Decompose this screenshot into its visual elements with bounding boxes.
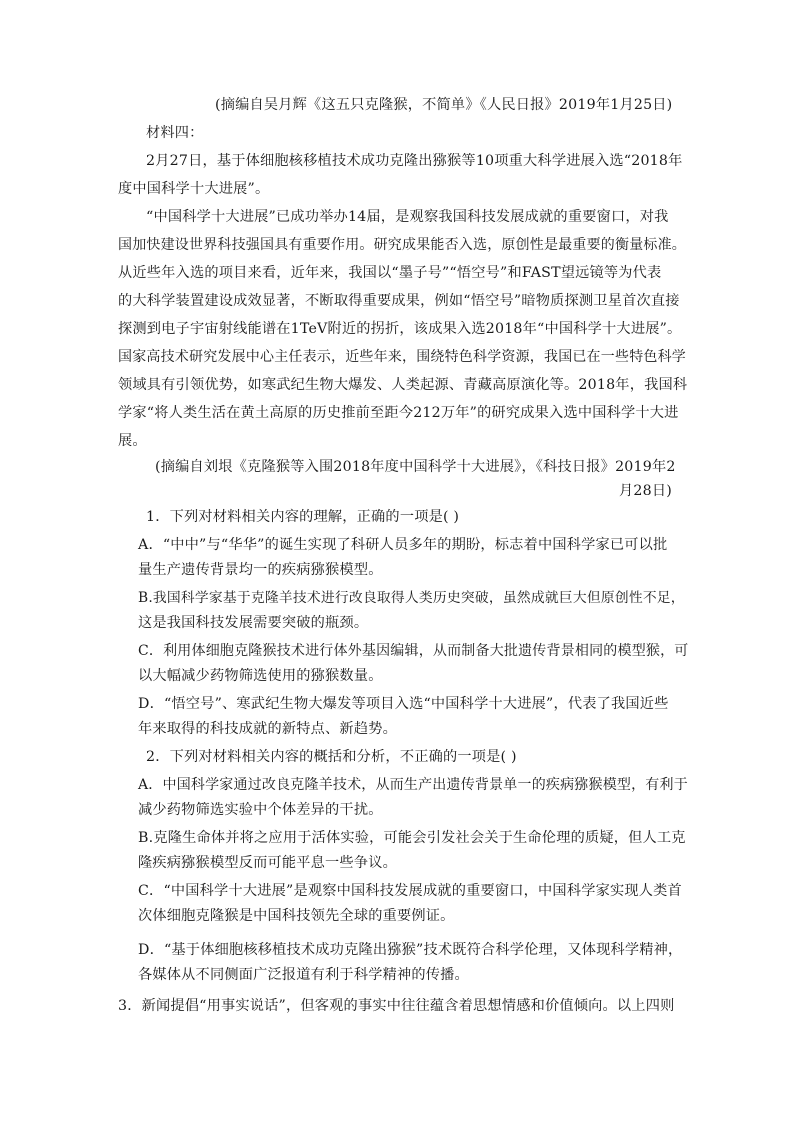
material-four-paragraph-2-line-8: 学家“将人类生活在黄土高原的历史推前至距今212万年”的研究成果入选中国科学十大进 <box>118 405 679 421</box>
question-1-option-b-line-2: 这是我国科技发展需要突破的瓶颈。 <box>138 615 369 631</box>
question-2-option-c-line-2: 次体细胞克隆猴是中国科技领先全球的重要例证。 <box>138 908 455 924</box>
question-1-option-d-line-1: D．“悟空号”、寒武纪生物大爆发等项目入选“中国科学十大进展”，代表了我国近些 <box>138 696 669 712</box>
question-1-option-a-line-2: 量生产遗传背景均一的疾病猕猴模型。 <box>138 562 383 578</box>
question-1-option-b-line-1: B.我国科学家基于克隆羊技术进行改良取得人类历史突破，虽然成就巨大但原创性不足， <box>138 590 685 606</box>
source-citation-2-line-1: (摘编自刘垠《克隆猴等入围2018年度中国科学十大进展》，《科技日报》2019年2 <box>155 459 676 475</box>
material-four-paragraph-1-line-1: 2月27日，基于体细胞核移植技术成功克隆出猕猴等10项重大科学进展入选“2018年 <box>146 153 683 169</box>
material-four-paragraph-2-line-9: 展。 <box>118 433 147 449</box>
question-1-stem: 1．下列对材料相关内容的理解，正确的一项是( ) <box>146 509 460 525</box>
question-2-option-b-line-2: 隆疾病猕猴模型反而可能平息一些争议。 <box>138 855 397 871</box>
question-2-option-d-line-1: D．“基于体细胞核移植技术成功克隆出猕猴”技术既符合科学伦理，又体现科学精神， <box>138 942 683 958</box>
question-3-stem-line-1: 3．新闻提倡“用事实说话”，但客观的事实中往往蕴含着思想情感和价值倾向。以上四则 <box>118 998 675 1014</box>
material-four-paragraph-2-line-2: 国加快建设世界科技强国具有重要作用。研究成果能否入选，原创性是最重要的衡量标准。 <box>118 237 686 253</box>
question-1-option-c-line-1: C．利用体细胞克隆猴技术进行体外基因编辑，从而制备大批遗传背景相同的模型猴，可 <box>138 643 689 659</box>
question-1-option-d-line-2: 年来取得的科技成就的新特点、新趋势。 <box>138 721 397 737</box>
question-2-stem: 2．下列对材料相关内容的概括和分析，不正确的一项是( ) <box>146 749 517 765</box>
material-four-paragraph-2-line-3: 从近些年入选的项目来看，近年来，我国以“墨子号”“悟空号”和FAST望远镜等为代表 <box>118 265 662 281</box>
question-1-option-c-line-2: 以大幅减少药物筛选使用的猕猴数量。 <box>138 668 383 684</box>
material-four-heading: 材料四： <box>146 125 204 141</box>
question-2-option-c-line-1: C．“中国科学十大进展”是观察中国科技发展成就的重要窗口，中国科学家实现人类首 <box>138 883 682 899</box>
question-1-option-a-line-1: A．“中中”与“华华”的诞生实现了科研人员多年的期盼，标志着中国科学家已可以批 <box>138 537 668 553</box>
question-2-option-a-line-2: 减少药物筛选实验中个体差异的干扰。 <box>138 802 383 818</box>
material-four-paragraph-2-line-4: 的大科学装置建设成效显著，不断取得重要成果，例如“悟空号”暗物质探测卫星首次直接 <box>118 293 680 309</box>
material-four-paragraph-2-line-6: 国家高技术研究发展中心主任表示，近些年来，围绕特色科学资源，我国已在一些特色科学 <box>118 349 686 365</box>
source-citation-1: (摘编自吴月辉《这五只克隆猴，不简单》《人民日报》2019年1月25日) <box>215 97 673 113</box>
material-four-paragraph-2-line-1: “中国科学十大进展”已成功举办14届，是观察我国科技发展成就的重要窗口，对我 <box>146 209 669 225</box>
source-citation-2-line-2: 月28日) <box>619 483 672 499</box>
question-2-option-a-line-1: A．中国科学家通过改良克隆羊技术，从而生产出遗传背景单一的疾病猕猴模型，有利于 <box>138 777 688 793</box>
material-four-paragraph-2-line-5: 探测到电子宇宙射线能谱在1TeV附近的拐折，该成果入选2018年“中国科学十大进展”。 <box>118 321 682 337</box>
material-four-paragraph-1-line-2: 度中国科学十大进展”。 <box>118 181 270 197</box>
material-four-paragraph-2-line-7: 领域具有引领优势，如寒武纪生物大爆发、人类起源、青藏高原演化等。2018年，我国科 <box>118 377 688 393</box>
question-2-option-d-line-2: 各媒体从不同侧面广泛报道有利于科学精神的传播。 <box>138 967 469 983</box>
question-2-option-b-line-1: B.克隆生命体并将之应用于活体实验，可能会引发社会关于生命伦理的质疑，但人工克 <box>138 830 686 846</box>
